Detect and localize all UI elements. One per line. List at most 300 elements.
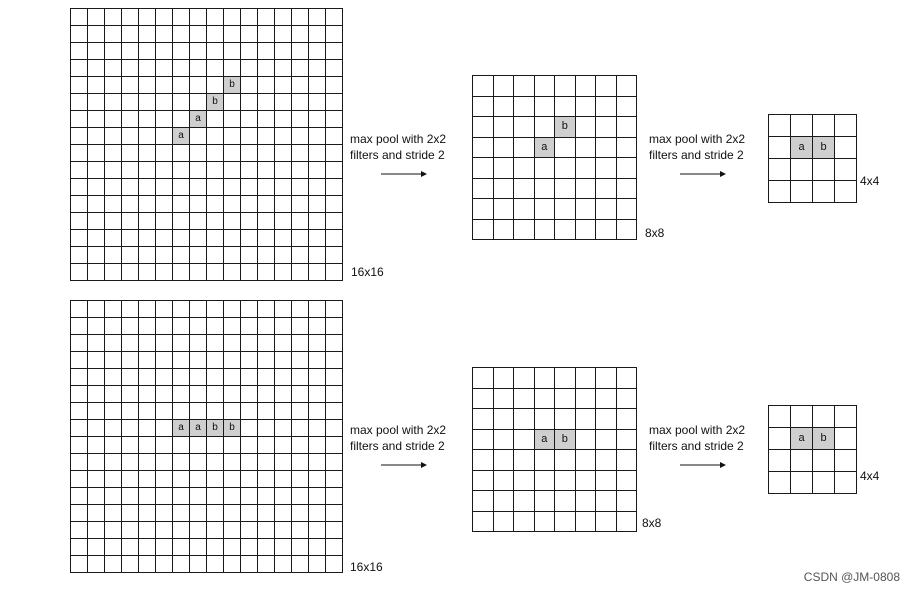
grid-cell	[275, 230, 292, 247]
row1-step1-caption	[350, 131, 446, 163]
grid-cell	[88, 318, 105, 335]
grid-cell	[207, 301, 224, 318]
grid-cell	[292, 43, 309, 60]
grid-cell	[275, 111, 292, 128]
grid-cell	[88, 128, 105, 145]
grid-cell	[71, 43, 88, 60]
grid-cell	[835, 406, 857, 428]
grid-cell	[494, 368, 515, 389]
grid-cell	[258, 196, 275, 213]
grid-cell	[258, 318, 275, 335]
grid-cell	[88, 145, 105, 162]
grid-cell	[139, 43, 156, 60]
grid-cell	[791, 181, 813, 203]
grid-cell	[122, 522, 139, 539]
grid-cell	[292, 301, 309, 318]
highlighted-cell-a: a	[173, 420, 190, 437]
grid-cell	[71, 111, 88, 128]
grid-cell	[241, 94, 258, 111]
grid-cell	[88, 60, 105, 77]
grid-cell	[258, 471, 275, 488]
grid-cell	[514, 389, 535, 410]
grid-cell	[173, 301, 190, 318]
grid-cell	[173, 318, 190, 335]
grid-cell	[105, 556, 122, 573]
grid-cell	[190, 145, 207, 162]
grid-cell	[224, 488, 241, 505]
grid-cell	[258, 43, 275, 60]
grid-cell	[207, 230, 224, 247]
grid-cell	[275, 539, 292, 556]
grid-cell	[156, 43, 173, 60]
grid-cell	[275, 179, 292, 196]
grid-cell	[173, 403, 190, 420]
grid-cell	[555, 491, 576, 512]
grid-cell	[275, 264, 292, 281]
grid-cell	[139, 9, 156, 26]
grid-cell	[576, 368, 597, 389]
grid-cell	[207, 505, 224, 522]
grid-cell	[122, 556, 139, 573]
grid-cell	[71, 26, 88, 43]
grid-cell	[292, 505, 309, 522]
grid-cell	[173, 43, 190, 60]
grid-cell	[473, 409, 494, 430]
highlighted-cell-b: b	[207, 420, 224, 437]
grid-cell	[617, 430, 638, 451]
grid-cell	[105, 335, 122, 352]
grid-cell	[139, 369, 156, 386]
grid-cell	[88, 264, 105, 281]
grid-cell	[258, 454, 275, 471]
grid-cell	[173, 505, 190, 522]
grid-cell	[71, 213, 88, 230]
grid-cell	[769, 137, 791, 159]
grid-cell	[190, 335, 207, 352]
grid-cell	[190, 352, 207, 369]
grid-cell	[292, 9, 309, 26]
grid-cell	[207, 539, 224, 556]
grid-cell	[258, 128, 275, 145]
row1-arrow2-icon	[680, 169, 726, 179]
grid-cell	[71, 179, 88, 196]
grid-cell	[190, 26, 207, 43]
grid-cell	[105, 247, 122, 264]
grid-cell	[105, 505, 122, 522]
grid-cell	[292, 213, 309, 230]
grid-cell	[105, 386, 122, 403]
grid-cell	[258, 264, 275, 281]
grid-cell	[139, 264, 156, 281]
grid-cell	[88, 213, 105, 230]
grid-cell	[275, 318, 292, 335]
grid-cell	[156, 247, 173, 264]
grid-cell	[275, 335, 292, 352]
grid-cell	[292, 403, 309, 420]
row1-output-grid-4x4	[768, 114, 857, 203]
grid-cell	[241, 420, 258, 437]
row1-step2-caption	[649, 131, 745, 163]
highlighted-cell-b: b	[555, 117, 576, 138]
highlighted-cell-a: a	[535, 138, 556, 159]
grid-cell	[190, 230, 207, 247]
grid-cell	[258, 369, 275, 386]
grid-cell	[494, 491, 515, 512]
grid-cell	[769, 115, 791, 137]
grid-cell	[617, 409, 638, 430]
grid-cell	[617, 179, 638, 200]
grid-cell	[156, 488, 173, 505]
grid-cell	[173, 556, 190, 573]
grid-cell	[105, 230, 122, 247]
row2-output-grid-4x4	[768, 405, 857, 494]
highlighted-cell-a: a	[173, 128, 190, 145]
grid-cell	[241, 128, 258, 145]
grid-cell	[309, 26, 326, 43]
grid-cell	[156, 60, 173, 77]
grid-cell	[535, 117, 556, 138]
row2-step1-line1: max pool with 2x2	[350, 423, 447, 437]
grid-cell	[122, 539, 139, 556]
grid-cell	[190, 128, 207, 145]
grid-cell	[241, 162, 258, 179]
grid-cell	[173, 471, 190, 488]
grid-cell	[326, 247, 343, 264]
grid-cell	[122, 247, 139, 264]
grid-cell	[494, 199, 515, 220]
grid-cell	[224, 9, 241, 26]
grid-cell	[258, 247, 275, 264]
grid-cell	[473, 368, 494, 389]
highlighted-cell-b: b	[813, 428, 835, 450]
grid-cell	[326, 369, 343, 386]
grid-cell	[88, 196, 105, 213]
grid-cell	[835, 159, 857, 181]
grid-cell	[173, 77, 190, 94]
grid-cell	[139, 488, 156, 505]
grid-cell	[224, 162, 241, 179]
grid-cell	[494, 430, 515, 451]
grid-cell	[292, 539, 309, 556]
grid-cell	[241, 335, 258, 352]
grid-cell	[596, 430, 617, 451]
grid-cell	[122, 471, 139, 488]
grid-cell	[555, 158, 576, 179]
grid-cell	[139, 111, 156, 128]
grid-cell	[258, 77, 275, 94]
grid-cell	[224, 196, 241, 213]
grid-cell	[156, 437, 173, 454]
grid-cell	[173, 488, 190, 505]
grid-cell	[514, 471, 535, 492]
grid-cell	[292, 318, 309, 335]
grid-cell	[224, 403, 241, 420]
grid-cell	[71, 471, 88, 488]
grid-cell	[173, 230, 190, 247]
grid-cell	[207, 26, 224, 43]
grid-cell	[71, 60, 88, 77]
grid-cell	[88, 94, 105, 111]
grid-cell	[122, 128, 139, 145]
grid-cell	[88, 230, 105, 247]
grid-cell	[494, 76, 515, 97]
row1-step1-line2: filters and stride 2	[350, 148, 445, 162]
grid-cell	[156, 128, 173, 145]
grid-cell	[326, 318, 343, 335]
grid-cell	[241, 522, 258, 539]
grid-cell	[596, 158, 617, 179]
grid-cell	[241, 301, 258, 318]
grid-cell	[535, 76, 556, 97]
grid-cell	[326, 230, 343, 247]
grid-cell	[88, 437, 105, 454]
grid-cell	[190, 94, 207, 111]
highlighted-cell-b: b	[813, 137, 835, 159]
grid-cell	[88, 26, 105, 43]
grid-cell	[241, 60, 258, 77]
grid-cell	[292, 94, 309, 111]
grid-cell	[224, 301, 241, 318]
grid-cell	[292, 111, 309, 128]
grid-cell	[105, 26, 122, 43]
grid-cell	[139, 301, 156, 318]
grid-cell	[835, 181, 857, 203]
grid-cell	[156, 505, 173, 522]
grid-cell	[122, 369, 139, 386]
grid-cell	[207, 9, 224, 26]
grid-cell	[122, 94, 139, 111]
highlighted-cell-b: b	[207, 94, 224, 111]
grid-cell	[309, 77, 326, 94]
grid-cell	[224, 471, 241, 488]
grid-cell	[139, 386, 156, 403]
grid-cell	[258, 230, 275, 247]
grid-cell	[190, 403, 207, 420]
grid-cell	[122, 26, 139, 43]
grid-cell	[190, 369, 207, 386]
grid-cell	[207, 111, 224, 128]
grid-cell	[207, 247, 224, 264]
grid-cell	[514, 97, 535, 118]
grid-cell	[275, 145, 292, 162]
grid-cell	[617, 138, 638, 159]
grid-cell	[275, 94, 292, 111]
grid-cell	[71, 318, 88, 335]
grid-cell	[71, 437, 88, 454]
grid-cell	[791, 115, 813, 137]
grid-cell	[224, 247, 241, 264]
grid-cell	[258, 301, 275, 318]
grid-cell	[207, 77, 224, 94]
grid-cell	[190, 247, 207, 264]
grid-cell	[156, 301, 173, 318]
grid-cell	[241, 230, 258, 247]
grid-cell	[576, 199, 597, 220]
grid-cell	[122, 318, 139, 335]
grid-cell	[275, 403, 292, 420]
grid-cell	[105, 437, 122, 454]
row2-input-size-label: 16x16	[350, 560, 383, 574]
row2-mid-grid-8x8	[472, 367, 637, 532]
grid-cell	[88, 522, 105, 539]
grid-cell	[156, 264, 173, 281]
grid-cell	[275, 556, 292, 573]
grid-cell	[71, 301, 88, 318]
grid-cell	[224, 26, 241, 43]
grid-cell	[769, 428, 791, 450]
grid-cell	[494, 220, 515, 241]
grid-cell	[156, 403, 173, 420]
grid-cell	[105, 352, 122, 369]
grid-cell	[105, 43, 122, 60]
grid-cell	[309, 318, 326, 335]
grid-cell	[122, 420, 139, 437]
grid-cell	[122, 454, 139, 471]
grid-cell	[473, 179, 494, 200]
row1-mid-size-label: 8x8	[645, 226, 665, 240]
grid-cell	[617, 76, 638, 97]
grid-cell	[139, 247, 156, 264]
grid-cell	[122, 386, 139, 403]
grid-cell	[576, 512, 597, 533]
grid-cell	[71, 196, 88, 213]
grid-cell	[596, 491, 617, 512]
grid-cell	[173, 264, 190, 281]
grid-cell	[105, 454, 122, 471]
grid-cell	[494, 450, 515, 471]
grid-cell	[88, 179, 105, 196]
grid-cell	[139, 230, 156, 247]
grid-cell	[292, 352, 309, 369]
grid-cell	[156, 94, 173, 111]
grid-cell	[326, 454, 343, 471]
grid-cell	[207, 264, 224, 281]
grid-cell	[309, 94, 326, 111]
grid-cell	[156, 213, 173, 230]
grid-cell	[309, 247, 326, 264]
grid-cell	[473, 117, 494, 138]
grid-cell	[555, 179, 576, 200]
grid-cell	[275, 196, 292, 213]
grid-cell	[275, 471, 292, 488]
grid-cell	[326, 264, 343, 281]
grid-cell	[173, 196, 190, 213]
grid-cell	[275, 26, 292, 43]
grid-cell	[275, 488, 292, 505]
grid-cell	[326, 471, 343, 488]
grid-cell	[71, 522, 88, 539]
grid-cell	[326, 556, 343, 573]
grid-cell	[473, 512, 494, 533]
grid-cell	[190, 162, 207, 179]
grid-cell	[71, 539, 88, 556]
grid-cell	[258, 505, 275, 522]
grid-cell	[309, 196, 326, 213]
grid-cell	[105, 128, 122, 145]
grid-cell	[71, 145, 88, 162]
grid-cell	[71, 420, 88, 437]
grid-cell	[207, 60, 224, 77]
grid-cell	[596, 199, 617, 220]
grid-cell	[207, 179, 224, 196]
grid-cell	[494, 512, 515, 533]
grid-cell	[71, 128, 88, 145]
grid-cell	[292, 369, 309, 386]
grid-cell	[190, 539, 207, 556]
grid-cell	[224, 437, 241, 454]
grid-cell	[71, 403, 88, 420]
grid-cell	[258, 213, 275, 230]
grid-cell	[535, 409, 556, 430]
grid-cell	[71, 556, 88, 573]
grid-cell	[190, 213, 207, 230]
grid-cell	[207, 369, 224, 386]
grid-cell	[292, 454, 309, 471]
grid-cell	[71, 369, 88, 386]
grid-cell	[71, 335, 88, 352]
grid-cell	[207, 437, 224, 454]
grid-cell	[535, 179, 556, 200]
grid-cell	[535, 512, 556, 533]
grid-cell	[576, 389, 597, 410]
grid-cell	[71, 352, 88, 369]
grid-cell	[88, 369, 105, 386]
grid-cell	[139, 471, 156, 488]
grid-cell	[555, 220, 576, 241]
grid-cell	[173, 179, 190, 196]
grid-cell	[494, 471, 515, 492]
grid-cell	[122, 111, 139, 128]
grid-cell	[514, 117, 535, 138]
grid-cell	[326, 128, 343, 145]
grid-cell	[617, 471, 638, 492]
grid-cell	[309, 230, 326, 247]
grid-cell	[275, 437, 292, 454]
grid-cell	[596, 512, 617, 533]
grid-cell	[241, 403, 258, 420]
grid-cell	[813, 181, 835, 203]
grid-cell	[596, 471, 617, 492]
grid-cell	[292, 26, 309, 43]
grid-cell	[596, 368, 617, 389]
grid-cell	[275, 369, 292, 386]
grid-cell	[791, 450, 813, 472]
grid-cell	[309, 335, 326, 352]
grid-cell	[122, 43, 139, 60]
grid-cell	[576, 450, 597, 471]
grid-cell	[596, 179, 617, 200]
grid-cell	[555, 199, 576, 220]
grid-cell	[275, 301, 292, 318]
grid-cell	[292, 420, 309, 437]
grid-cell	[139, 213, 156, 230]
grid-cell	[326, 111, 343, 128]
grid-cell	[139, 145, 156, 162]
grid-cell	[190, 471, 207, 488]
grid-cell	[555, 368, 576, 389]
grid-cell	[122, 301, 139, 318]
highlighted-cell-a: a	[791, 137, 813, 159]
grid-cell	[617, 97, 638, 118]
grid-cell	[88, 352, 105, 369]
grid-cell	[105, 179, 122, 196]
grid-cell	[241, 505, 258, 522]
grid-cell	[241, 318, 258, 335]
grid-cell	[105, 145, 122, 162]
grid-cell	[292, 335, 309, 352]
grid-cell	[275, 43, 292, 60]
grid-cell	[326, 145, 343, 162]
